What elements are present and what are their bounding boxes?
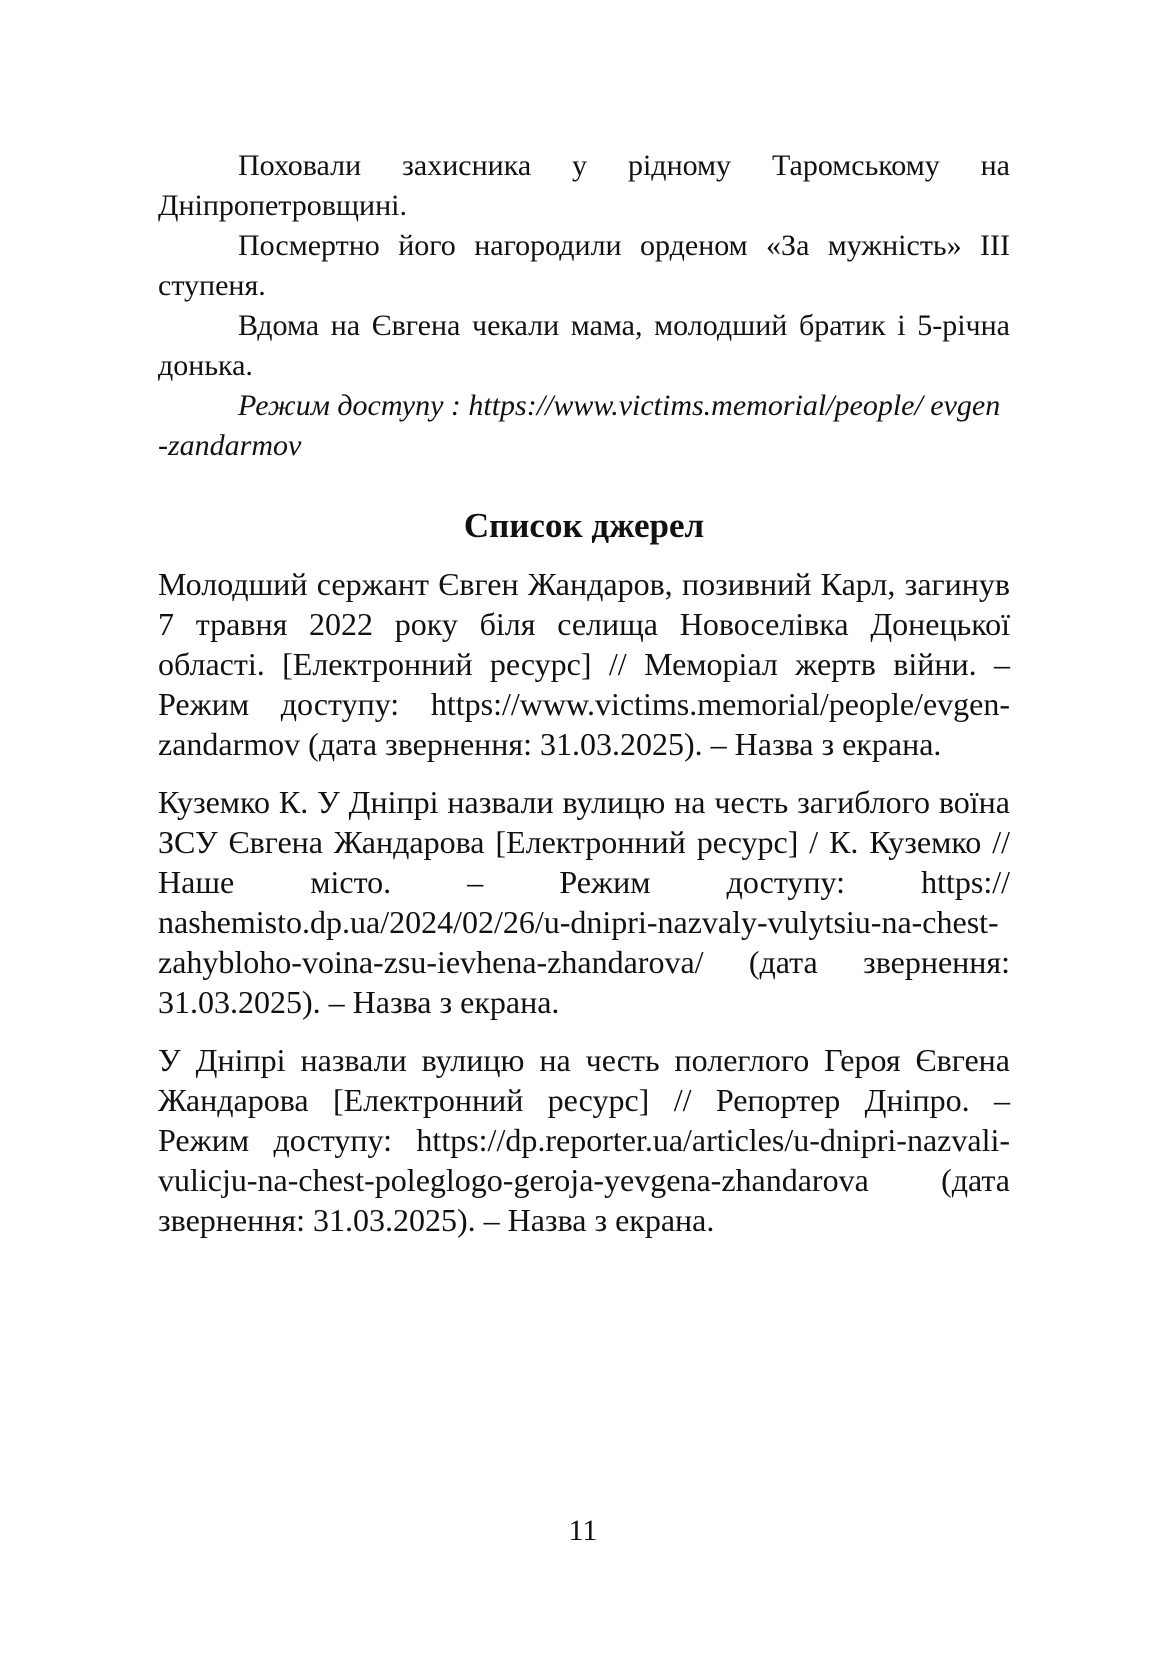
sources-heading: Список джерел [463,506,705,545]
body-paragraph-award: Посмертно його нагородили орденом «За мужність» ІІІ ступеня. [158,229,1010,302]
body-paragraph-family: Вдома на Євгена чекали мама, молодший братик і 5-річна донька. [158,309,1010,382]
body-paragraph-burial: Поховали захисника у рідному Таромському на Дніпропетровщині. [158,149,1010,222]
page-number: 11 [568,1514,598,1547]
access-link-line: Режим доступу : https://www.victims.memorial/people/ evgen-zandarmov [158,389,1001,462]
page-content [158,146,1010,1258]
source-item: У Дніпрі назвали вулицю на честь полеглого Героя Євгена Жандарова [Електронний ресурс] // Репортер Дніпро. – Режим доступу: https://dp.reporter.ua/articles/u-dnipri-nazvali-vulicju-na-chest-poleglogo-geroja-yevgena-zhandarova (дата звернення: 31.03.2025). – Назва з екрана. [158,1042,1010,1238]
source-item: Молодший сержант Євген Жандаров, позивний Карл, загинув 7 травня 2022 року біля селища Новоселівка Донецької області. [Електронний ресурс] // Меморіал жертв війни. – Режим доступу: https://www.victims.memorial/people/evgen-zandarmov (дата звернення: 31.03.2025). – Назва з екрана. [158,566,1010,762]
source-item: Куземко К. У Дніпрі назвали вулицю на честь загиблого воїна ЗСУ Євгена Жандарова [Електронний ресурс] / К. Куземко // Наше місто. – Режим доступу: https:// nashemisto.dp.ua/2024/02/26/u-dnipri-nazvaly-vulytsiu-na-chest-zahybloho-voina-zsu-ievhena-zhandarova/ (дата звернення: 31.03.2025). – Назва з екрана. [158,784,1010,1020]
